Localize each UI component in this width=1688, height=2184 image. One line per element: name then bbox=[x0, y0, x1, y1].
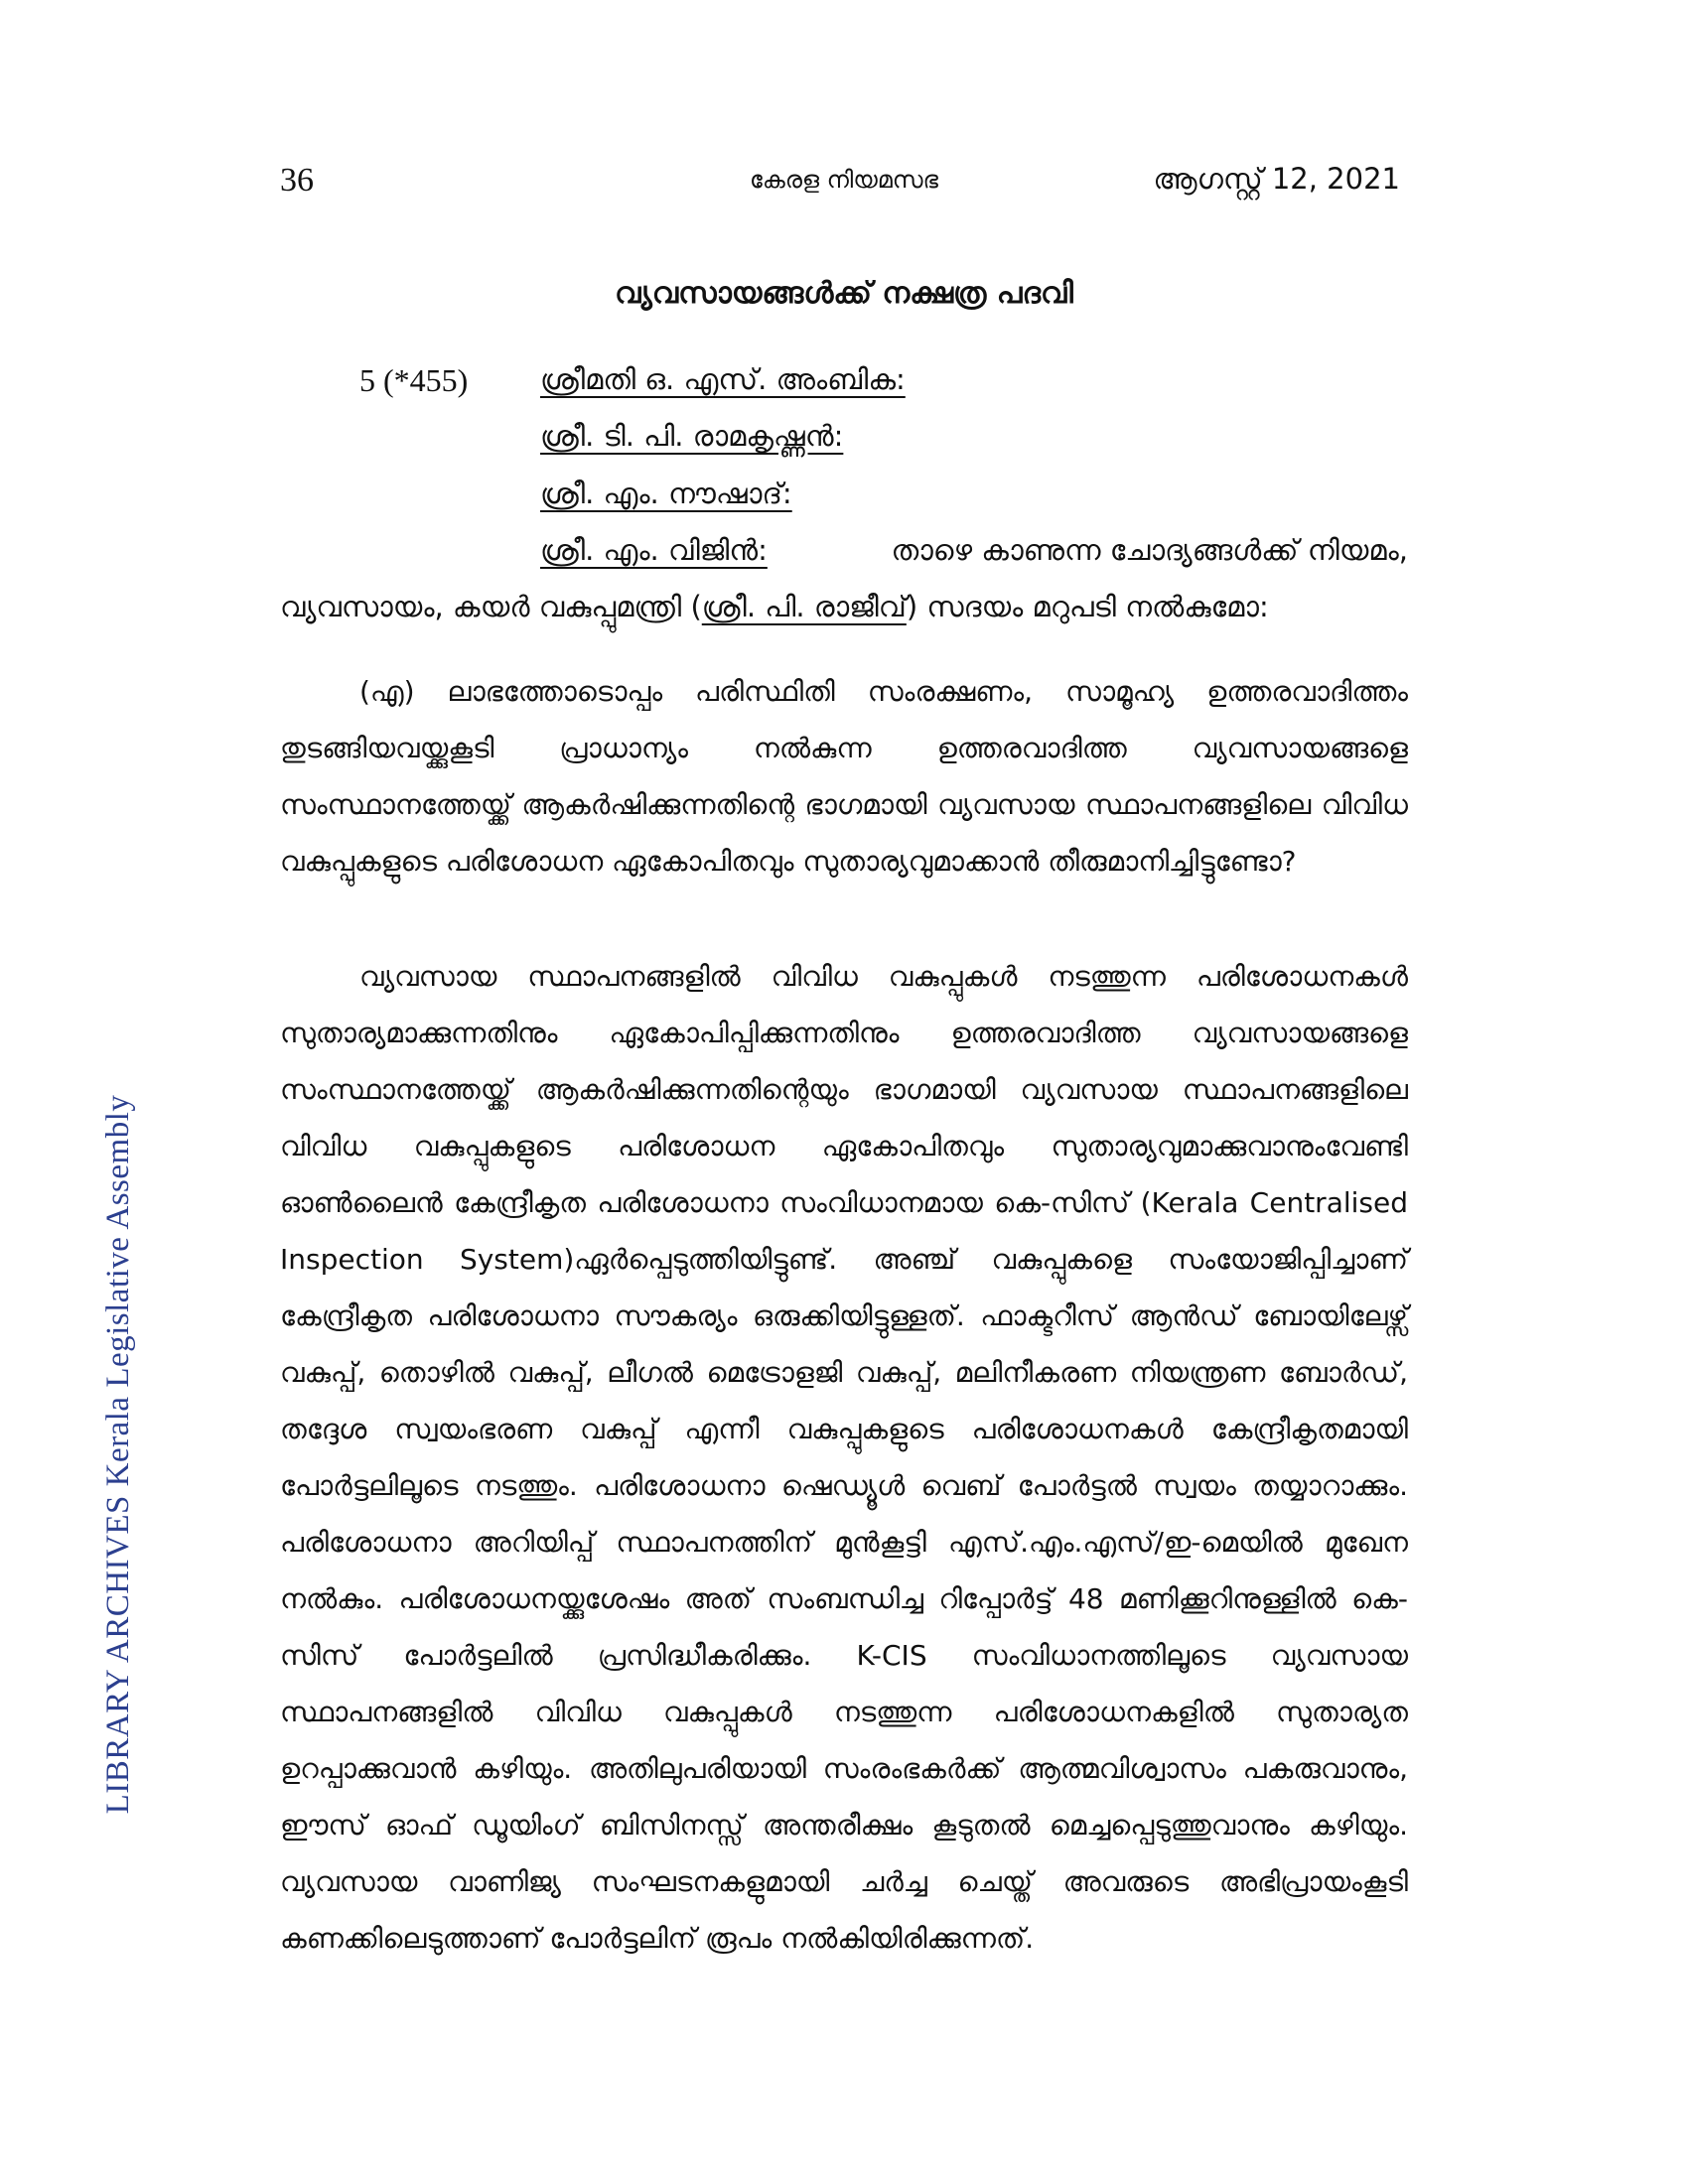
question-intro-line-1 bbox=[540, 533, 1408, 568]
question-part-a: (എ) ലാഭത്തോടൊപ്പം പരിസ്ഥിതി സംരക്ഷണം, സാമൂഹ്യ ഉത്തരവാദിത്തം തുടങ്ങിയവയ്ക്കുകൂടി പ്രാധാന്യം നൽകുന്ന ഉത്തരവാദിത്ത വ്യവസായങ്ങളെ സംസ്ഥാനത്തേയ്ക്ക് ആകർഷിക്കുന്നതിന്റെ ഭാഗമായി വ്യവസായ സ്ഥാപനങ്ങളിലെ വിവിധ വകുപ്പുകളുടെ പരിശോധന ഏകോപിതവും സുതാര്യവുമാക്കാൻ തീരുമാനിച്ചിട്ടുണ്ടോ? bbox=[280, 675, 1408, 878]
member-name-4: ശ്രീ. എം. വിജിൻ: bbox=[540, 533, 768, 567]
page-header bbox=[0, 154, 1688, 213]
page-date: ആഗസ്റ്റ് 12, 2021 bbox=[1153, 162, 1400, 196]
intro-suffix: ) സദയം മറുപടി നൽകുമോ: bbox=[906, 590, 1269, 623]
answer-paragraph: വ്യവസായ സ്ഥാപനങ്ങളിൽ വിവിധ വകുപ്പുകൾ നടത്തുന്ന പരിശോധനകൾ സുതാര്യമാക്കുന്നതിനും ഏകോപിപ്പിക്കുന്നതിനും ഉത്തരവാദിത്ത വ്യവസായങ്ങളെ സംസ്ഥാനത്തേയ്ക്ക് ആകർഷിക്കുന്നതിന്റെയും ഭാഗമായി വ്യവസായ സ്ഥാപനങ്ങളിലെ വിവിധ വകുപ്പുകളുടെ പരിശോധന ഏകോപിതവും സുതാര്യവുമാക്കുവാനുംവേണ്ടി ഓൺലൈൻ കേന്ദ്രീകൃത പരിശോധനാ സംവിധാനമായ കെ-സിസ് (Kerala Centralised Inspection System)ഏർപ്പെടുത്തിയിട്ടുണ്ട്. അഞ്ച് വകുപ്പുകളെ സംയോജിപ്പിച്ചാണ് കേന്ദ്രീകൃത പരിശോധനാ സൗകര്യം ഒരുക്കിയിട്ടുള്ളത്. ഫാക്ടറീസ് ആൻഡ് ബോയിലേഴ്സ് വകുപ്പ്, തൊഴിൽ വകുപ്പ്, ലീഗൽ മെട്രോളജി വകുപ്പ്, മലിനീകരണ നിയന്ത്രണ ബോർഡ്, തദ്ദേശ സ്വയംഭരണ വകുപ്പ് എന്നീ വകുപ്പുകളുടെ പരിശോധനകൾ കേന്ദ്രീകൃതമായി പോർട്ടലിലൂടെ നടത്തും. പരിശോധനാ ഷെഡ്യൂൾ വെബ് പോർട്ടൽ സ്വയം തയ്യാറാക്കും. പരിശോധനാ അറിയിപ്പ് സ്ഥാപനത്തിന് മുൻകൂട്ടി എസ്.എം.എസ്/ഇ-മെയിൽ മുഖേന നൽകും. പരിശോധനയ്ക്കുശേഷം അത് സംബന്ധിച്ച റിപ്പോർട്ട് 48 മണിക്കൂറിനുള്ളിൽ കെ-സിസ് പോർട്ടലിൽ പ്രസിദ്ധീകരിക്കും. K-CIS സംവിധാനത്തിലൂടെ വ്യവസായ സ്ഥാപനങ്ങളിൽ വിവിധ വകുപ്പുകൾ നടത്തുന്ന പരിശോധനകളിൽ സുതാര്യത ഉറപ്പാക്കുവാൻ കഴിയും. അതിലുപരിയായി സംരംഭകർക്ക് ആത്മവിശ്വാസം പകരുവാനും, ഈസ് ഓഫ് ഡൂയിംഗ് ബിസിനസ്സ് അന്തരീക്ഷം കൂടുതൽ മെച്ചപ്പെടുത്തുവാനും കഴിയും. വ്യവസായ വാണിജ്യ സംഘടനകളുമായി ചർച്ച ചെയ്ത് അവരുടെ അഭിപ്രായംകൂടി കണക്കിലെടുത്താണ് പോർട്ടലിന് രൂപം നൽകിയിരിക്കുന്നത്. bbox=[280, 960, 1408, 1955]
intro-prefix: വ്യവസായം, കയർ വകുപ്പുമന്ത്രി ( bbox=[280, 590, 702, 623]
question-intro-line-2 bbox=[280, 590, 1269, 624]
question-number: 5 (*455) bbox=[359, 362, 469, 398]
member-name-2: ശ്രീ. ടി. പി. രാമകൃഷ്ണൻ: bbox=[540, 419, 844, 453]
archive-watermark: LIBRARY ARCHIVES Kerala Legislative Assembly bbox=[100, 1094, 136, 1815]
member-name-3: ശ്രീ. എം. നൗഷാദ്: bbox=[540, 477, 792, 510]
house-name: കേരള നിയമസഭ bbox=[749, 166, 939, 194]
page-number: 36 bbox=[280, 162, 314, 199]
member-name-1: ശ്രീമതി ഒ. എസ്. അംബിക: bbox=[540, 362, 906, 396]
intro-text: താഴെ കാണുന്ന ചോദ്യങ്ങൾക്ക് നിയമം, bbox=[891, 533, 1408, 567]
question-title: വ്യവസായങ്ങൾക്ക് നക്ഷത്ര പദവി bbox=[615, 276, 1073, 311]
minister-name: ശ്രീ. പി. രാജീവ് bbox=[701, 590, 907, 623]
